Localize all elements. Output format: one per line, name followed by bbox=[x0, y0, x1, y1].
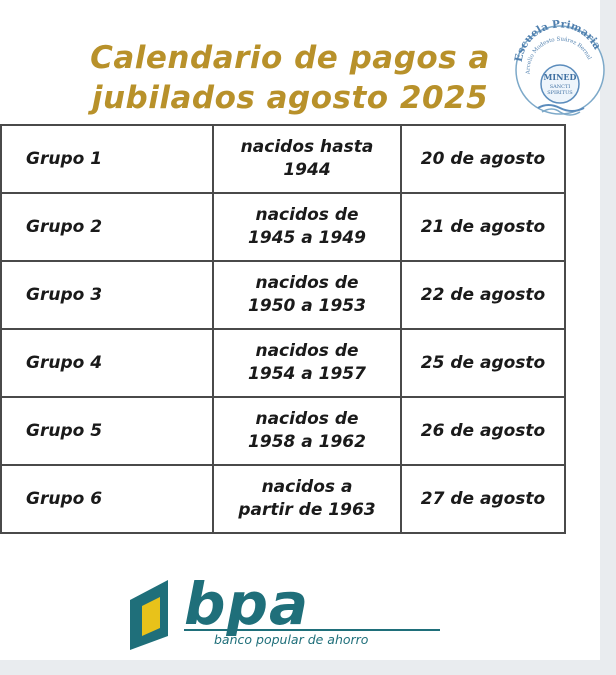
group-cell: Grupo 5 bbox=[1, 397, 213, 465]
group-cell: Grupo 1 bbox=[1, 125, 213, 193]
table-row bbox=[1, 397, 565, 465]
payment-date-cell: 25 de agosto bbox=[401, 329, 565, 397]
table-row bbox=[1, 261, 565, 329]
birth-range-cell bbox=[213, 397, 401, 465]
birth-range-line-2: 1944 bbox=[283, 160, 331, 180]
seal-center-line-2: SANCTI bbox=[549, 84, 571, 90]
group-cell: Grupo 6 bbox=[1, 465, 213, 533]
seal-center-line-3: SPIRITUS bbox=[547, 90, 573, 96]
payment-schedule-table bbox=[0, 124, 566, 534]
birth-range-cell bbox=[213, 261, 401, 329]
logo-tagline: banco popular de ahorro bbox=[214, 632, 369, 647]
birth-range-line-2: 1958 a 1962 bbox=[248, 432, 366, 452]
birth-range-line-2: 1945 a 1949 bbox=[248, 228, 366, 248]
payment-date-cell: 22 de agosto bbox=[401, 261, 565, 329]
payment-date-cell: 21 de agosto bbox=[401, 193, 565, 261]
birth-range-line-1: nacidos hasta bbox=[240, 137, 374, 157]
birth-range-line-2: 1950 a 1953 bbox=[248, 296, 366, 316]
title-line-1: Calendario de pagos a bbox=[90, 40, 490, 76]
birth-range-line-1: nacidos de bbox=[255, 341, 359, 361]
table-row bbox=[1, 465, 565, 533]
page-title bbox=[70, 38, 510, 118]
birth-range-line-1: nacidos a bbox=[261, 477, 353, 497]
birth-range-line-1: nacidos de bbox=[255, 409, 359, 429]
payment-date-cell: 27 de agosto bbox=[401, 465, 565, 533]
seal-sub-text: Arcelio Modesto Suárez Bernal bbox=[525, 36, 593, 75]
birth-range-cell bbox=[213, 465, 401, 533]
birth-range-line-2: partir de 1963 bbox=[238, 500, 376, 520]
title-line-2: jubilados agosto 2025 bbox=[91, 80, 489, 116]
logo-name: bpa bbox=[184, 578, 310, 638]
birth-range-cell bbox=[213, 193, 401, 261]
group-cell: Grupo 2 bbox=[1, 193, 213, 261]
birth-range-cell bbox=[213, 329, 401, 397]
bpa-logo-icon bbox=[122, 578, 452, 650]
birth-range-line-1: nacidos de bbox=[255, 273, 359, 293]
table-row bbox=[1, 125, 565, 193]
seal-top-text: Escuela Primaria bbox=[512, 18, 604, 63]
group-cell: Grupo 3 bbox=[1, 261, 213, 329]
payment-date-cell: 26 de agosto bbox=[401, 397, 565, 465]
seal-center-line-1: MINED bbox=[543, 72, 577, 82]
school-seal-icon bbox=[508, 10, 608, 122]
birth-range-line-2: 1954 a 1957 bbox=[248, 364, 366, 384]
group-cell: Grupo 4 bbox=[1, 329, 213, 397]
payment-date-cell: 20 de agosto bbox=[401, 125, 565, 193]
table-row bbox=[1, 193, 565, 261]
table-row bbox=[1, 329, 565, 397]
birth-range-line-1: nacidos de bbox=[255, 205, 359, 225]
birth-range-cell bbox=[213, 125, 401, 193]
